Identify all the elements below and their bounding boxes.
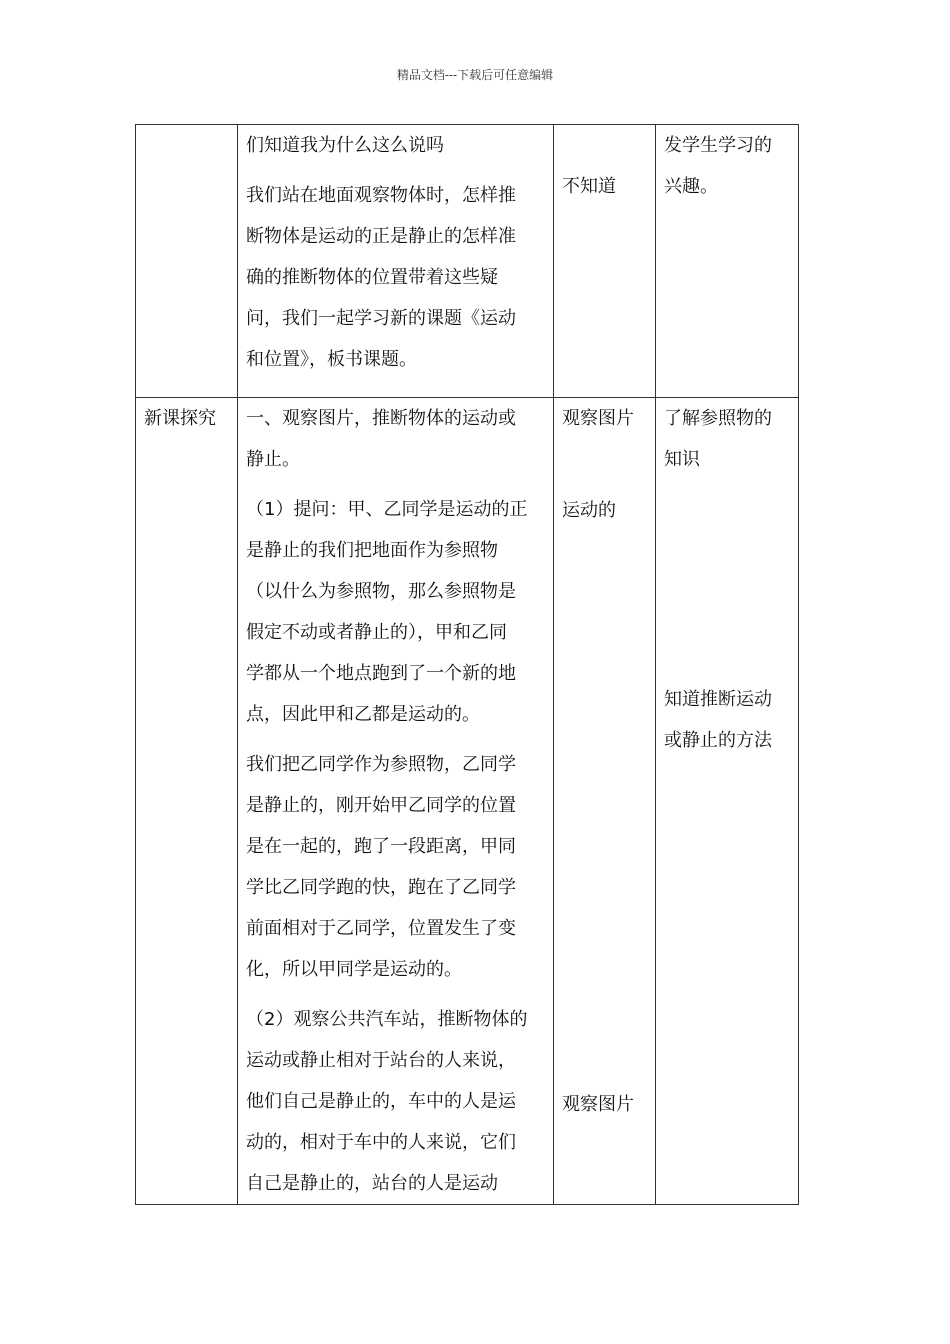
table-row <box>136 398 799 1205</box>
text-line: 前面相对于乙同学，位置发生了变 <box>246 918 516 939</box>
text-line: 兴趣。 <box>664 176 718 197</box>
text-line: 运动的 <box>562 500 616 521</box>
text-line: 假定不动或者静止的），甲和乙同 <box>246 622 507 643</box>
stage-cell <box>136 398 238 1205</box>
text-line: 学都从一个地点跑到了一个新的地 <box>246 663 516 684</box>
text-line: 静止。 <box>246 449 300 470</box>
text-line: 运动或静止相对于站台的人来说， <box>246 1050 516 1071</box>
text-line: 不知道 <box>562 176 616 197</box>
text-line: 我们把乙同学作为参照物，乙同学 <box>246 754 516 775</box>
text-line: 确的推断物体的位置带着这些疑 <box>246 267 498 288</box>
text-line: 或静止的方法 <box>664 730 772 751</box>
stage-cell <box>136 125 238 398</box>
text-line: 自己是静止的，站台的人是运动 <box>246 1173 498 1194</box>
text-line: 知识 <box>664 449 700 470</box>
text-line: （1）提问：甲、乙同学是运动的正 <box>246 499 528 520</box>
teacher-activity-cell <box>238 125 554 398</box>
text-line: 一、观察图片，推断物体的运动或 <box>246 408 516 429</box>
text-line: 和位置》，板书课题。 <box>246 349 417 370</box>
text-line: 们知道我为什么这么说吗 <box>246 135 444 156</box>
text-line: 他们自己是静止的，车中的人是运 <box>246 1091 516 1112</box>
text-line: （以什么为参照物，那么参照物是 <box>246 581 516 602</box>
page-header: 精品文档---下载后可任意编辑 <box>396 68 554 82</box>
student-activity-cell <box>554 398 656 1205</box>
text-line: 发学生学习的 <box>664 135 772 156</box>
text-line: 我们站在地面观察物体时，怎样推 <box>246 185 516 206</box>
text-line: 点，因此甲和乙都是运动的。 <box>246 704 480 725</box>
text-line: （2）观察公共汽车站，推断物体的 <box>246 1009 528 1030</box>
lesson-plan-table <box>135 124 799 1205</box>
text-line: 观察图片 <box>562 1094 634 1115</box>
design-intent-cell <box>656 125 799 398</box>
text-line: 问，我们一起学习新的课题《运动 <box>246 308 516 329</box>
student-activity-cell <box>554 125 656 398</box>
design-intent-cell <box>656 398 799 1205</box>
text-line: 是在一起的，跑了一段距离，甲同 <box>246 836 516 857</box>
stage-label: 新课探究 <box>144 408 216 429</box>
text-line: 了解参照物的 <box>664 408 772 429</box>
text-line: 是静止的，刚开始甲乙同学的位置 <box>246 795 516 816</box>
text-line: 断物体是运动的正是静止的怎样准 <box>246 226 516 247</box>
text-line: 学比乙同学跑的快，跑在了乙同学 <box>246 877 516 898</box>
text-line: 动的，相对于车中的人来说，它们 <box>246 1132 516 1153</box>
text-line: 知道推断运动 <box>664 689 772 710</box>
table-row <box>136 125 799 398</box>
text-line: 化，所以甲同学是运动的。 <box>246 959 462 980</box>
text-line: 是静止的我们把地面作为参照物 <box>246 540 498 561</box>
text-line: 观察图片 <box>562 408 634 429</box>
teacher-activity-cell <box>238 398 554 1205</box>
